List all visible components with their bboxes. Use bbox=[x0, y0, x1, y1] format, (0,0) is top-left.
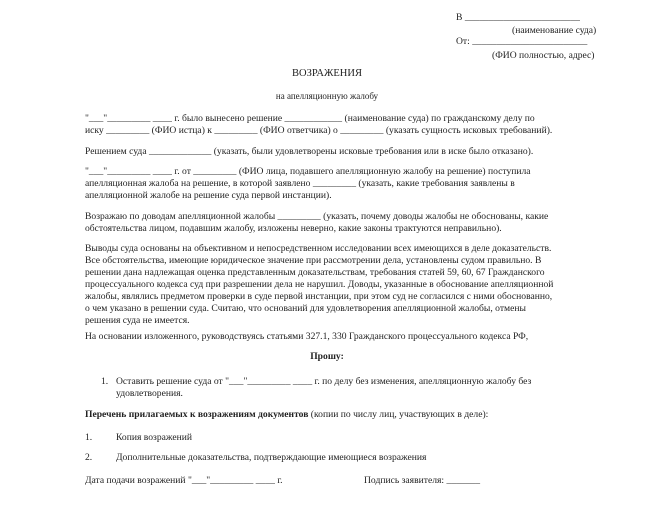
paragraph-5-line-4: процессуального кодекса суд при разрешении дела не нарушил. Доводы, указанные в обоснование апелляционной bbox=[85, 279, 554, 290]
paragraph-1-line-2: иску _________ (ФИО истца) к _________ (ФИО ответчика) о _________ (указать сущность исковых требований). bbox=[85, 125, 553, 136]
attachments-heading-rest: (копии по числу лиц, участвующих в деле): bbox=[308, 409, 489, 420]
attachment-item-1-text: Копия возражений bbox=[116, 432, 193, 443]
paragraph-1-line-1: "___"_________ ____ г. было вынесено решение ____________ (наименование суда) по гражданскому делу по bbox=[85, 113, 535, 124]
paragraph-3-line-3: апелляционной жалобе на решение суда первой инстанции). bbox=[85, 190, 332, 201]
applicant-signature: Подпись заявителя: _______ bbox=[364, 475, 481, 486]
attachment-item-2-text: Дополнительные доказательства, подтверждающие имеющиеся возражения bbox=[116, 452, 427, 463]
request-item-line-1: Оставить решение суда от "___"_________ ____ г. по делу без изменения, апелляционную жалобу без bbox=[116, 376, 532, 387]
court-line bbox=[456, 12, 580, 23]
document-title: ВОЗРАЖЕНИЯ bbox=[292, 68, 362, 79]
from-blank: ________________________ bbox=[472, 36, 588, 47]
court-hint: (наименование суда) bbox=[512, 25, 597, 36]
attachment-item-1-number: 1. bbox=[85, 432, 93, 443]
paragraph-5-line-1: Выводы суда основаны на объективном и непосредственном исследовании всех имеющихся в деле доказательств. bbox=[85, 243, 552, 254]
paragraph-4-line-2: обстоятельства лицом, подавшим жалобу, изложены неверно, какие законы трактуются неправильно). bbox=[85, 223, 502, 234]
paragraph-5-line-5: жалобы, являлись предметом проверки в суде первой инстанции, при этом суд не согласился с ними обоснованно, bbox=[85, 291, 553, 302]
document-subtitle: на апелляционную жалобу bbox=[275, 91, 379, 101]
attachments-heading bbox=[85, 409, 488, 420]
request-heading: Прошу: bbox=[310, 351, 344, 362]
submission-date: Дата подачи возражений "___"_________ ____ г. bbox=[85, 475, 283, 486]
court-prefix: В bbox=[456, 12, 463, 23]
from-prefix: От: bbox=[456, 36, 470, 47]
paragraph-3-line-2: апелляционная жалоба на решение, в которой заявлено _________ (указать, какие требования заявлены в bbox=[85, 178, 515, 189]
from-line bbox=[456, 36, 587, 47]
paragraph-5-line-3: решении дана надлежащая оценка представленным доказательствам, требования статей 59, 60, 67 Гражданского bbox=[85, 267, 545, 278]
from-hint: (ФИО полностью, адрес) bbox=[492, 50, 595, 61]
request-item-line-2: удовлетворения. bbox=[116, 388, 183, 399]
paragraph-5-line-2: Все обстоятельства, имеющие юридическое значение при рассмотрении дела, установлены судом правильно. В bbox=[85, 255, 542, 266]
paragraph-5-line-7: решения суда не имеется. bbox=[85, 315, 190, 326]
court-blank: ________________________ bbox=[464, 12, 580, 23]
paragraph-4-line-1: Возражаю по доводам апелляционной жалобы _________ (указать, почему доводы жалобы не обоснованы, какие bbox=[85, 211, 549, 222]
paragraph-6: На основании изложенного, руководствуясь статьями 327.1, 330 Гражданского процессуального кодекса РФ, bbox=[85, 331, 529, 342]
paragraph-5-line-6: о чем указано в решении суда. Считаю, что оснований для удовлетворения апелляционной жалобы, отмены bbox=[85, 303, 526, 314]
paragraph-3-line-1: "___"_________ ____ г. от _________ (ФИО лица, подавшего апелляционную жалобу на решение) поступила bbox=[85, 166, 531, 177]
attachments-heading-bold: Перечень прилагаемых к возражениям документов bbox=[85, 409, 309, 420]
attachment-item-2-number: 2. bbox=[85, 452, 93, 463]
request-item-number: 1. bbox=[101, 376, 109, 387]
paragraph-2: Решением суда _____________ (указать, были удовлетворены исковые требования или в иске было отказано). bbox=[85, 146, 534, 157]
